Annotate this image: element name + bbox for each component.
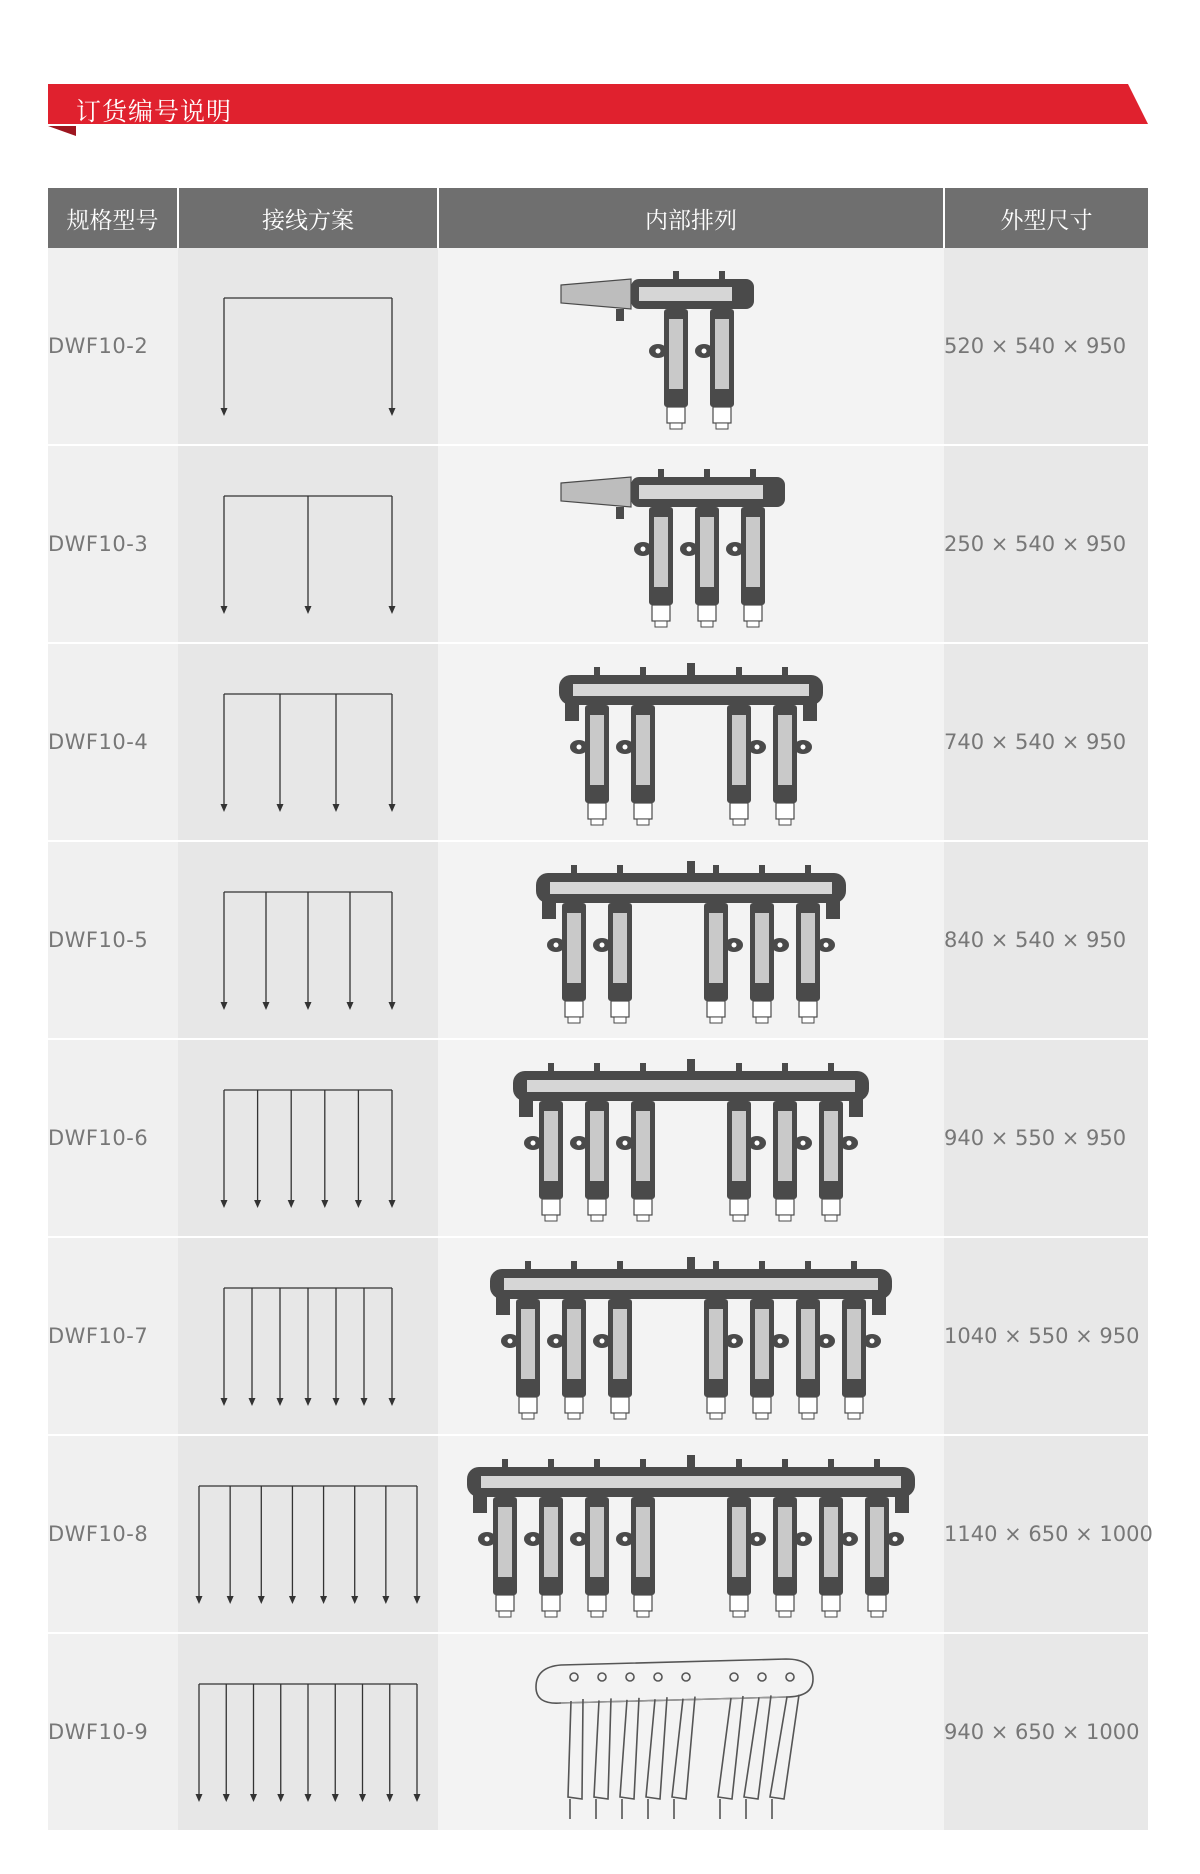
wiring-cell bbox=[178, 445, 438, 643]
internal-layout-diagram bbox=[441, 1439, 941, 1629]
table-body bbox=[48, 248, 1153, 1831]
wiring-cell bbox=[178, 248, 438, 445]
table-row bbox=[48, 445, 1148, 643]
table-row bbox=[48, 841, 1148, 1039]
table-header-row bbox=[48, 188, 1148, 248]
internal-layout-diagram bbox=[441, 1043, 941, 1233]
wiring-cell bbox=[178, 1633, 438, 1831]
wiring-diagram bbox=[188, 850, 428, 1030]
model-cell: DWF10-9 bbox=[48, 1633, 178, 1831]
layout-cell bbox=[438, 1237, 944, 1435]
column-header-layout: 内部排列 bbox=[438, 188, 944, 248]
table-row bbox=[48, 1435, 1148, 1633]
model-cell: DWF10-4 bbox=[48, 643, 178, 841]
model-cell: DWF10-5 bbox=[48, 841, 178, 1039]
column-header-model: 规格型号 bbox=[48, 188, 178, 248]
dimensions-cell: 520 × 540 × 950 bbox=[944, 248, 1148, 445]
wiring-diagram bbox=[188, 652, 428, 832]
wiring-diagram bbox=[188, 1642, 428, 1822]
layout-cell bbox=[438, 1633, 944, 1831]
wiring-cell bbox=[178, 643, 438, 841]
layout-cell bbox=[438, 445, 944, 643]
layout-cell bbox=[438, 1039, 944, 1237]
table-row bbox=[48, 643, 1148, 841]
internal-layout-diagram bbox=[441, 1637, 941, 1827]
wiring-cell bbox=[178, 1237, 438, 1435]
internal-layout-diagram bbox=[441, 1241, 941, 1431]
layout-cell bbox=[438, 1435, 944, 1633]
layout-cell bbox=[438, 248, 944, 445]
wiring-diagram bbox=[188, 1246, 428, 1426]
order-code-table bbox=[48, 188, 1153, 1832]
model-cell: DWF10-3 bbox=[48, 445, 178, 643]
dimensions-cell: 1140 × 650 × 1000 bbox=[944, 1435, 1148, 1633]
column-header-wiring: 接线方案 bbox=[178, 188, 438, 248]
table-row bbox=[48, 1237, 1148, 1435]
wiring-diagram bbox=[188, 1048, 428, 1228]
table-row bbox=[48, 248, 1148, 445]
page-title: 订货编号说明 bbox=[76, 97, 233, 126]
internal-layout-diagram bbox=[441, 251, 941, 441]
section-banner bbox=[48, 84, 1148, 138]
dimensions-cell: 1040 × 550 × 950 bbox=[944, 1237, 1148, 1435]
table-row bbox=[48, 1039, 1148, 1237]
dimensions-cell: 940 × 550 × 950 bbox=[944, 1039, 1148, 1237]
dimensions-cell: 940 × 650 × 1000 bbox=[944, 1633, 1148, 1831]
wiring-cell bbox=[178, 1039, 438, 1237]
model-cell: DWF10-2 bbox=[48, 248, 178, 445]
wiring-cell bbox=[178, 841, 438, 1039]
wiring-diagram bbox=[188, 256, 428, 436]
model-cell: DWF10-6 bbox=[48, 1039, 178, 1237]
table-row bbox=[48, 1633, 1148, 1831]
layout-cell bbox=[438, 841, 944, 1039]
internal-layout-diagram bbox=[441, 647, 941, 837]
internal-layout-diagram bbox=[441, 845, 941, 1035]
column-header-dimensions: 外型尺寸 bbox=[944, 188, 1148, 248]
wiring-diagram bbox=[188, 454, 428, 634]
model-cell: DWF10-7 bbox=[48, 1237, 178, 1435]
dimensions-cell: 740 × 540 × 950 bbox=[944, 643, 1148, 841]
dimensions-cell: 840 × 540 × 950 bbox=[944, 841, 1148, 1039]
wiring-cell bbox=[178, 1435, 438, 1633]
wiring-diagram bbox=[188, 1444, 428, 1624]
model-cell: DWF10-8 bbox=[48, 1435, 178, 1633]
internal-layout-diagram bbox=[441, 449, 941, 639]
dimensions-cell: 250 × 540 × 950 bbox=[944, 445, 1148, 643]
layout-cell bbox=[438, 643, 944, 841]
